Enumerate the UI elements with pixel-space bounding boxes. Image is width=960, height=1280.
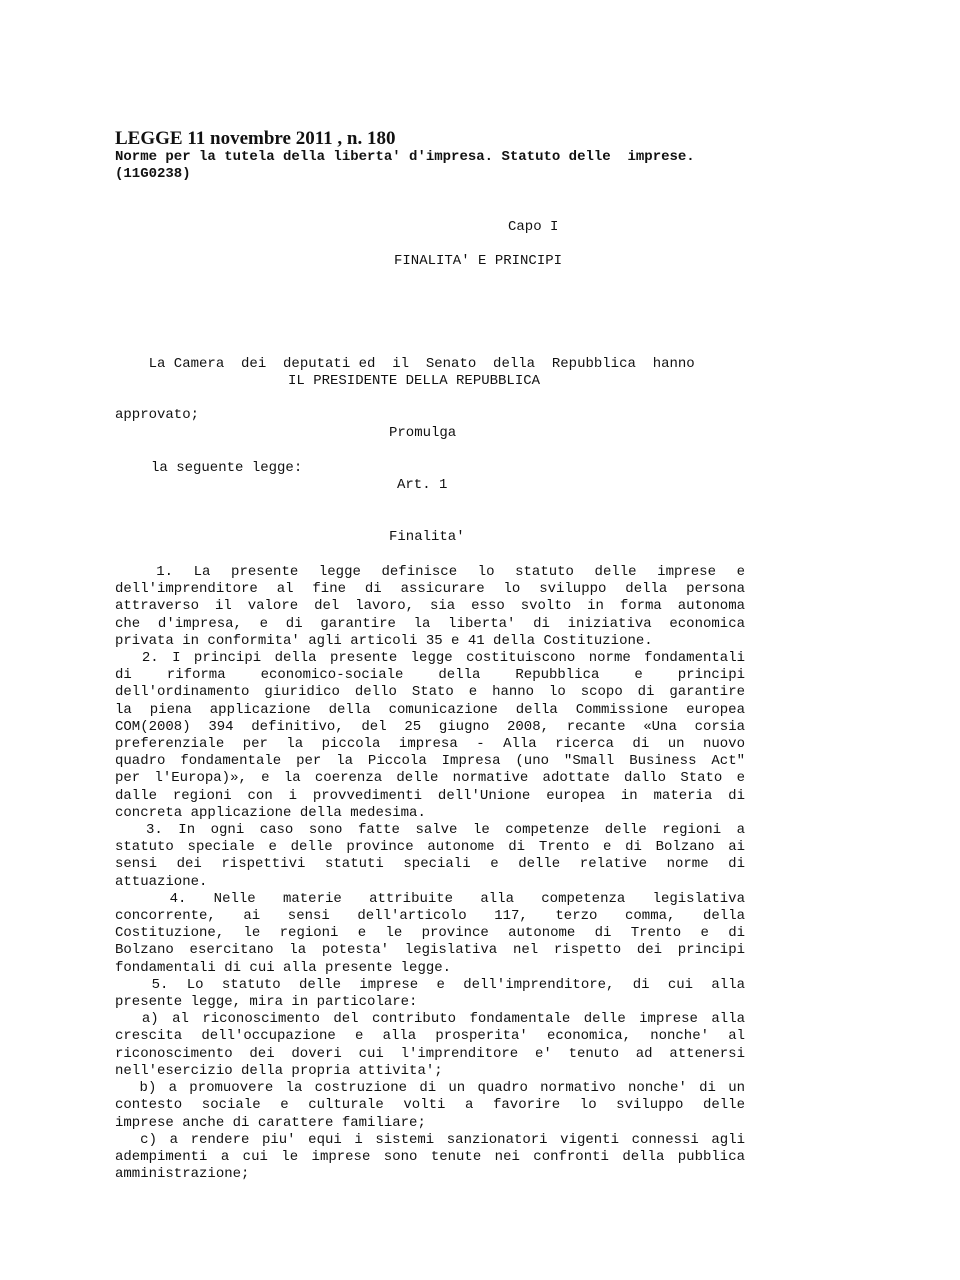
body-line: privata in conformita' agli articoli 35 e 41 della Costituzione. bbox=[115, 632, 653, 649]
capo-title: FINALITA' E PRINCIPI bbox=[394, 253, 563, 269]
law-title: LEGGE 11 novembre 2011 , n. 180 bbox=[115, 128, 396, 149]
body-line: b) a promuovere la costruzione di un quadro normativo nonche' di un bbox=[115, 1080, 745, 1097]
subtitle-line: Norme per la tutela della liberta' d'impresa. Statuto delle imprese. bbox=[115, 149, 695, 165]
preamble-line: approvato; bbox=[115, 407, 200, 423]
president-heading: IL PRESIDENTE DELLA REPUBBLICA bbox=[288, 373, 541, 389]
body-line: dalle regioni con i provvedimenti dell'Unione europea in materia di bbox=[115, 787, 745, 804]
body-line: dell'ordinamento giuridico dello Stato e hanno lo scopo di garantire bbox=[115, 684, 745, 701]
body-line: di riforma economico-sociale della Repubblica e principi bbox=[115, 667, 745, 684]
body-line: attuazione. bbox=[115, 873, 208, 890]
body-line: 3. In ogni caso sono fatte salve le competenze delle regioni a bbox=[115, 822, 745, 839]
body-line: COM(2008) 394 definitivo, del 25 giugno 2008, recante «Una corsia bbox=[115, 718, 745, 735]
body-line: attraverso il valore del lavoro, sia esso svolto in forma autonoma bbox=[115, 598, 745, 615]
body-line: 1. La presente legge definisce lo statuto delle imprese e bbox=[115, 564, 745, 580]
body-line: concreta applicazione della medesima. bbox=[115, 804, 426, 821]
promulga-heading: Promulga bbox=[389, 425, 457, 441]
body-line: dell'imprenditore al fine di assicurare lo sviluppo della persona bbox=[115, 581, 745, 598]
body-line: Bolzano esercitano la potesta' legislativa nel rispetto dei principi bbox=[115, 942, 745, 959]
body-line: crescita dell'occupazione e alla prosperita' economica, nonche' al bbox=[115, 1028, 745, 1045]
body-line: concorrente, ai sensi dell'articolo 117, terzo comma, della bbox=[115, 908, 745, 925]
law-subtitle bbox=[115, 149, 755, 183]
article-title: Finalita' bbox=[389, 529, 465, 545]
body-line: c) a rendere piu' equi i sistemi sanzionatori vigenti connessi agli bbox=[115, 1131, 745, 1148]
body-line: per l'Europa)», e la coerenza delle normative adottate dallo Stato e bbox=[115, 770, 745, 787]
body-line: a) al riconoscimento del contributo fondamentale delle imprese alla bbox=[115, 1011, 745, 1028]
body-line: imprese anche di carattere familiare; bbox=[115, 1114, 426, 1131]
body-line: sensi dei rispettivi statuti speciali e delle relative norme di bbox=[115, 856, 745, 873]
body-line: nell'esercizio della propria attivita'; bbox=[115, 1062, 443, 1079]
body-line: contesto sociale e culturale volti a favorire lo sviluppo delle bbox=[115, 1097, 745, 1114]
body-line: 2. I principi della presente legge costituiscono norme fondamentali bbox=[115, 650, 745, 667]
body-line: quadro fondamentale per la Piccola Impresa (uno "Small Business Act" bbox=[115, 753, 745, 770]
capo-heading: Capo I bbox=[508, 219, 559, 235]
article-number: Art. 1 bbox=[397, 477, 448, 493]
body-line: presente legge, mira in particolare: bbox=[115, 994, 418, 1011]
article-body bbox=[115, 564, 745, 1183]
body-line: fondamentali di cui alla presente legge. bbox=[115, 959, 452, 976]
preamble-line: La Camera dei deputati ed il Senato della Repubblica hanno bbox=[115, 356, 695, 372]
body-line: Costituzione, le regioni e le province autonome di Trento e di bbox=[115, 925, 745, 942]
body-line: preferenziale per la piccola impresa - Alla ricerca di un nuovo bbox=[115, 736, 745, 753]
body-line: statuto speciale e delle province autonome di Trento e di Bolzano ai bbox=[115, 839, 745, 856]
body-line: adempimenti a cui le imprese sono tenute nei confronti della pubblica bbox=[115, 1148, 745, 1165]
body-line: che d'impresa, e di garantire la liberta' di iniziativa economica bbox=[115, 615, 745, 632]
body-line: amministrazione; bbox=[115, 1166, 250, 1183]
enacting-formula: la seguente legge: bbox=[151, 460, 303, 476]
subtitle-line: (11G0238) bbox=[115, 166, 191, 182]
body-line: la piena applicazione della comunicazione della Commissione europea bbox=[115, 701, 745, 718]
body-line: 5. Lo statuto delle imprese e dell'imprenditore, di cui alla bbox=[115, 976, 745, 993]
body-line: 4. Nelle materie attribuite alla competenza legislativa bbox=[115, 890, 745, 907]
body-line: riconoscimento dei doveri cui l'imprenditore e' tenuto ad attenersi bbox=[115, 1045, 745, 1062]
